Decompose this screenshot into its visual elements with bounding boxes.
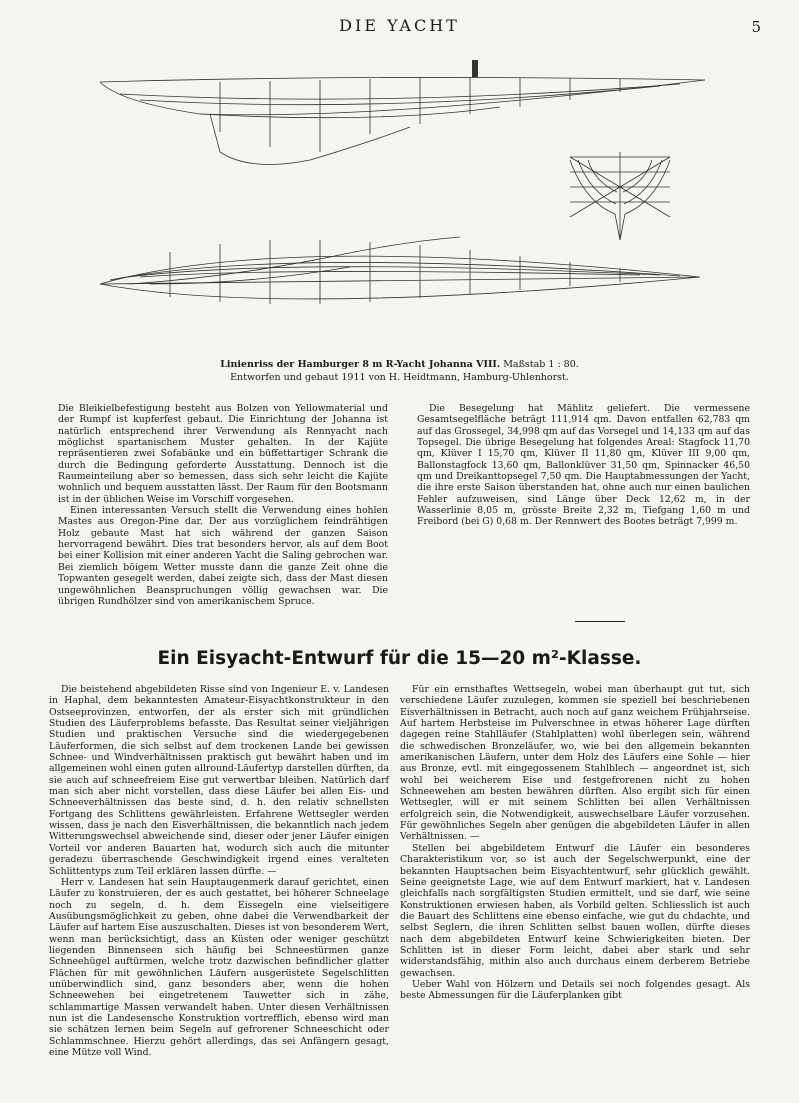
article2-paragraph-1: Die beistehend abgebildeten Risse sind von Ingenieur E. v. Landesen in Haphal, dem bekanntesten Amateur-Eisyachtkonstrukteur in den Ostseeprovinzen, entworfen, der als erster sich mit gründlichen Studien des Läuferproblems befasste. Das Resultat seiner vieljährigen Studien und praktischen Versuche sind die wiedergegebenen Läuferformen, die sich selbst auf dem trockenen Lande bei gewissen Schnee- und Windverhältnissen praktisch gut bewährt haben und im allgemeinen wohl einen guten allround-Läufertyp darstellen dürften, da sie auch auf schneefreiem Eise gut verwertbar bleiben. Natürlich darf man sich aber nicht vorstellen, dass diese Läufer bei allen Eis- und Schneeverhältnissen das beste sind, d. h. den relativ schnellsten Fortgang des Schlittens gewährleisten. Erfahrene Wettsegler werden wissen, dass je nach den Eisverhältnissen, die bekanntlich nach jedem Witterungswechsel abweichende sind, dieser oder jener Läufer einigen Vorteil vor anderen Bauarten hat, wodurch sich auch die mitunter geradezu überraschende Geschwindigkeit irgend eines veralteten Schlittentyps zum Teil erklären lassen dürfte. — — [49, 684, 389, 877]
caption-credit: Entworfen und gebaut 1911 von H. Heidtmann, Hamburg-Uhlenhorst. — [230, 372, 569, 383]
article1-paragraph-2: Einen interessanten Versuch stellt die Verwendung eines hohlen Mastes aus Oregon-Pine dar. Der aus vorzüglichem feindrähtigen Holz gebaute Mast hat sich während der ganzen Saison hervorragend bewährt. Dies trat besonders hervor, als auf dem Boot bei einer Kollision mit einer anderen Yacht die Saling gebrochen war. Bei ziemlich böigem Wetter musste dann die ganze Zeit ohne die Topwanten gesegelt werden, dabei zeigte sich, dass der Mast diesen ungewöhnlichen Beanspruchungen völlig gewachsen war. Die übrigen Rundhölzer sind von amerikanischem Spruce. — [58, 505, 388, 607]
page-number: 5 — [751, 18, 761, 36]
article2-title: Ein Eisyacht-Entwurf für die 15—20 m²-Klasse. — [157, 648, 642, 669]
article1-paragraph-1: Die Bleikielbefestigung besteht aus Bolzen von Yellowmaterial und der Rumpf ist kupferfest gebaut. Die Einrichtung der Johanna ist natürlich entsprechend ihrer Verwendung als Rennyacht nach möglichst spartanischem Muster gehalten. In der Kajüte repräsentieren zwei Sofabänke und ein büffettartiger Schrank die durch die Bedingung geforderte Ausstattung. Dennoch ist die Raumeinteilung aber so bemessen, dass sich sehr leicht die Kajüte wohnlich und bequem ausstatten lässt. Der Raum für den Bootsmann ist in der üblichen Weise im Vorschiff vorgesehen. — [58, 403, 388, 505]
article1-column-right — [417, 403, 750, 528]
running-title: DIE YACHT — [339, 16, 460, 35]
figure-caption — [0, 358, 799, 384]
article2-column-right — [400, 684, 750, 1002]
article1-column-left — [58, 403, 388, 607]
lines-plan-drawing — [80, 52, 720, 357]
article1-paragraph-3: Die Besegelung hat Mählitz geliefert. Die vermessene Gesamtsegelfläche beträgt 111,914 qm. Davon entfallen 62,783 qm auf das Grossegel, 34,998 qm auf das Vorsegel und 14,133 qm auf das Topsegel. Die übrige Besegelung hat folgendes Areal: Stagfock 11,70 qm, Klüver I 15,70 qm, Klüver II 11,80 qm, Klüver III 9,00 qm, Ballonstagfock 13,60 qm, Ballonklüver 31,50 qm, Spinnacker 46,50 qm und Dreikanttopsegel 7,50 qm. Die Hauptabmessungen der Yacht, die ihre erste Saison überstanden hat, ohne auch nur einen baulichen Fehler aufzuweisen, sind Länge über Deck 12,62 m, in der Wasserlinie 8,05 m, grösste Breite 2,32 m, Tiefgang 1,60 m und Freibord (bei G) 0,68 m. Der Rennwert des Bootes beträgt 7,999 m. — [417, 403, 750, 528]
caption-title: Linienriss der Hamburger 8 m R-Yacht Johanna VIII. — [220, 359, 501, 370]
section-divider — [575, 621, 625, 622]
article2-paragraph-2: Herr v. Landesen hat sein Hauptaugenmerk darauf gerichtet, einen Läufer zu konstruieren, der es auch gestattet, bei höherer Schneelage noch zu segeln, d. h. dem Eissegeln eine vielseitigere Ausübungsmöglichkeit zu geben, ohne dabei die Verwendbarkeit der Läufer auf hartem Eise auszuschalten. Dieses ist von besonderem Wert, wenn man berücksichtigt, dass an Küsten oder weniger geschützt liegenden Binnenseen sich häufig bei Schneestürmen ganze Schneehügel auftürmen, welche trotz dazwischen befindlicher glatter Flächen für mit gewöhnlichen Läufern ausgerüstete Segelschlitten unüberwindlich sind, ganz besonders aber, wenn die hohen Schneewehen bei eingetretenem Tauwetter sich in zähe, schlammartige Massen verwandelt haben. Unter diesen Verhältnissen nun ist die Landesensche Konstruktion vortrefflich, ebenso wird man sie schätzen lernen beim Segeln auf gefrorener Schneeschicht oder Schlammschnee. Hierzu gehört allerdings, das sei Anfängern gesagt, eine Mütze voll Wind. — [49, 876, 389, 1058]
article2-paragraph-5: Ueber Wahl von Hölzern und Details sei noch folgendes gesagt. Als beste Abmessungen für die Läuferplanken gibt — [400, 978, 750, 1002]
caption-scale: Maßstab 1 : 80. — [503, 359, 579, 370]
article2-column-left — [49, 684, 389, 1058]
article2-paragraph-4: Stellen bei abgebildetem Entwurf die Läufer ein besonderes Charakteristikum vor, so ist auch der Segelschwerpunkt, eine der bekannten Hauptsachen beim Eisyachtentwurf, sehr glücklich gewählt. Seine geeignetste Lage, wie auf dem Entwurf markiert, hat v. Landesen gleichfalls nach sorgfältigsten Studien ermittelt, und sie darf, wie seine Konstruktionen erwiesen haben, als Vorbild gelten. Schliesslich ist auch die Bauart des Schlittens eine ebenso einfache, wie gut du chdachte, und selbst Seglern, die ihren Schlitten selbst bauen wollen, dürfte dieses nach dem abgebildeten Entwurf keine Schwierigkeiten bieten. Der Schlitten ist in dieser Form leicht, dabei aber stark und sehr widerstandsfähig, mithin also auch durchaus einem derberem Betriebe gewachsen. — [400, 842, 750, 979]
article2-paragraph-3: Für ein ernsthaftes Wettsegeln, wobei man überhaupt gut tut, sich verschiedene Läufer zuzulegen, kommen sie speziell bei beschriebenen Eisverhältnissen in Betracht, auch noch auf ganz weichem Frühjahrseise. Auf hartem Herbsteise im Pulverschnee in etwas höherer Lage dürften dagegen reine Stahlläufer (Stahlplatten) wohl überlegen sein, während die schwedischen Bronzeläufer, wo, wie bei den allgemein bekannten amerikanischen Läufern, unter dem Holz des Läufers eine Sohle — hier aus Bronze, evtl. mit eingegossenem Stahlblech — angeordnet ist, sich wohl bei weicherem Eise und festgefrorenen nicht zu hohen Schneewehen am besten bewähren dürften. Also ergibt sich für einen Wettsegler, will er mit seinem Schlitten bei allen Verhältnissen erfolgreich sein, die Notwendigkeit, auswechselbare Läufer vorzusehen. Für gewöhnliches Segeln aber genügen die abgebildeten Läufer in allen Verhältnissen. — — [400, 684, 750, 843]
